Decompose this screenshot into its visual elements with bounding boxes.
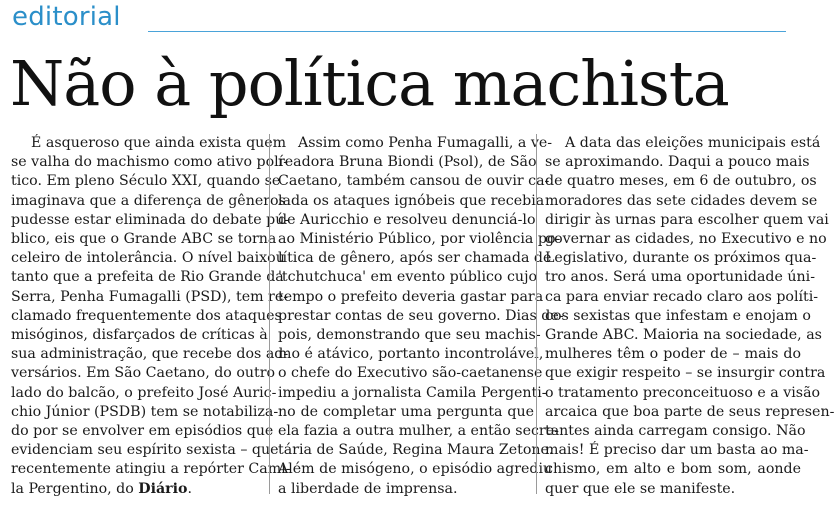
column-3 — [545, 134, 834, 499]
text-line: de Auricchio e resolveu denunciá-lo — [278, 211, 536, 228]
column-divider — [269, 134, 270, 494]
column-1 — [11, 134, 291, 499]
text-line: blico, eis que o Grande ABC se torna — [11, 231, 277, 248]
text-line: tária de Saúde, Regina Maura Zetone. — [278, 442, 554, 459]
text-line: ela fazia a outra mulher, a então secre- — [278, 423, 559, 440]
text-line: É asqueroso que ainda exista quem — [31, 135, 287, 151]
text-line: sua administração, que recebe dos ad- — [11, 346, 289, 363]
text-line: o tratamento preconceituoso e a visão — [545, 384, 821, 401]
text-line: recentemente atingiu a repórter Cami- — [11, 461, 291, 478]
text-line: lado do balcão, o prefeito José Auric- — [11, 384, 277, 401]
text-line: versários. Em São Caetano, do outro — [11, 365, 276, 382]
text-line: evidenciam seu espírito sexista – que — [11, 442, 279, 459]
text-line: prestar contas de seu governo. Dias de- — [278, 307, 564, 324]
text-line: a liberdade de imprensa. — [278, 480, 458, 497]
text-line: dirigir às urnas para escolher quem vai — [545, 211, 829, 228]
text-line: celeiro de intolerância. O nível baixou — [11, 250, 285, 267]
column-divider — [536, 134, 537, 494]
text-line: Legislativo, durante os próximos qua- — [545, 250, 817, 267]
text-line: A data das eleições municipais está — [565, 135, 821, 151]
text-line: Grande ABC. Maioria na sociedade, as — [545, 327, 822, 344]
text-line: se valha do machismo como ativo polí- — [11, 154, 289, 171]
text-line: se aproximando. Daqui a pouco mais — [545, 154, 810, 171]
text-line: governar as cidades, no Executivo e no — [545, 231, 827, 248]
text-line: lítica de gênero, após ser chamada de — [278, 250, 552, 267]
text-line: tempo o prefeito deveria gastar para — [278, 288, 544, 305]
text-line: mo é atávico, portanto incontrolável, — [278, 346, 544, 363]
text-line: mulheres têm o poder de – mais do — [545, 346, 801, 363]
text-line: moradores das sete cidades devem se — [545, 192, 818, 209]
page-title: Não à política machista — [10, 47, 729, 120]
text-line: misóginos, disfarçados de críticas à — [11, 327, 268, 344]
text-line: cos sexistas que infestam e enojam o — [545, 307, 811, 324]
text-line: quer que ele se manifeste. — [545, 480, 736, 497]
text-line: Caetano, também cansou de ouvir ca- — [278, 173, 550, 190]
text-line: lada os ataques ignóbeis que recebia — [278, 192, 545, 209]
text-line: no de completar uma pergunta que — [278, 403, 534, 420]
text-line: de quatro meses, em 6 de outubro, os — [545, 173, 817, 190]
column-2 — [278, 134, 564, 499]
text-line: imaginava que a diferença de gêneros — [11, 192, 286, 209]
text-line: impediu a jornalista Camila Pergenti- — [278, 384, 547, 401]
newspaper-name: Diário — [138, 480, 188, 497]
text-line: tantes ainda carregam consigo. Não — [545, 423, 806, 440]
text-line: Além de misógeno, o episódio agrediu — [278, 461, 553, 478]
text-line: readora Bruna Biondi (Psol), de São — [278, 154, 537, 171]
text-line: pudesse estar eliminada do debate pú- — [11, 211, 290, 228]
text-line: la Pergentino, do Diário. — [11, 480, 193, 497]
text-line: chismo, em alto e bom som, aonde — [545, 461, 801, 478]
text-line: 'tchutchuca' em evento público cujo — [278, 269, 538, 286]
text-line: chio Júnior (PSDB) tem se notabiliza- — [11, 403, 279, 420]
text-line: ao Ministério Público, por violência po- — [278, 231, 561, 248]
text-line: tro anos. Será uma oportunidade úni- — [545, 269, 815, 286]
text-line: que exigir respeito – se insurgir contra — [545, 365, 826, 382]
text-line: mais! É preciso dar um basta ao ma- — [545, 442, 809, 459]
section-label: editorial — [12, 2, 121, 32]
sentence-end: . — [187, 480, 193, 497]
text-line: tanto que a prefeita de Rio Grande da — [11, 269, 284, 286]
text-line: clamado frequentemente dos ataques — [11, 307, 282, 324]
text-line: ca para enviar recado claro aos políti- — [545, 288, 819, 305]
text-line: do por se envolver em episódios que — [11, 423, 274, 440]
text-line: o chefe do Executivo são-caetanense — [278, 365, 543, 382]
text-line: tico. Em pleno Século XXI, quando se — [11, 173, 281, 190]
section-rule — [148, 31, 786, 32]
text-line: Assim como Penha Fumagalli, a ve- — [298, 135, 553, 151]
text-line: pois, demonstrando que seu machis- — [278, 327, 541, 344]
text-line: arcaica que boa parte de seus represen- — [545, 403, 834, 420]
text-line: Serra, Penha Fumagalli (PSD), tem re- — [11, 288, 289, 305]
